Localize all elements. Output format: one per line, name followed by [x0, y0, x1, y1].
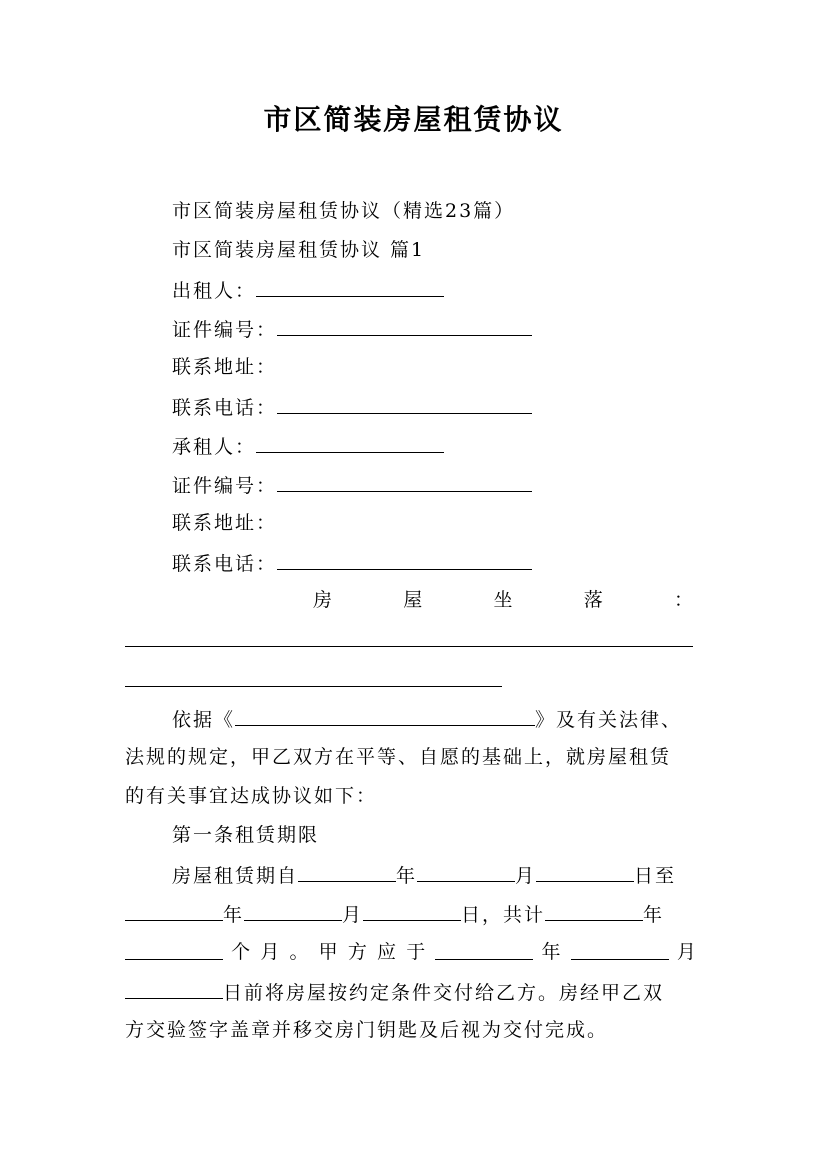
basis-line-1 [172, 706, 682, 732]
lessee-field [172, 433, 444, 459]
term-text: 月 [676, 941, 698, 963]
lessee-id-label: 证件编号： [172, 475, 278, 497]
term-text: 日，共计 [461, 904, 546, 926]
article-1-line-2 [125, 901, 705, 927]
total-months-blank [125, 940, 223, 960]
article-1-heading: 第一条租赁期限 [172, 824, 320, 846]
lessee-blank [256, 433, 444, 453]
location-char: ： [673, 589, 693, 611]
start-month-blank [417, 862, 515, 882]
location-blank-line-1 [125, 646, 693, 647]
lessee-phone-field [172, 550, 532, 576]
lessor-id-label: 证件编号： [172, 319, 278, 341]
document-title: 市区简装房屋租赁协议 [263, 103, 564, 136]
lessor-address-field [172, 355, 277, 379]
term-text: 应 [377, 941, 399, 963]
term-text: 个 [231, 941, 253, 963]
subtitle: 市区简装房屋租赁协议（精选23篇） [172, 200, 516, 222]
term-text: 月 [515, 865, 537, 887]
term-text: 年 [643, 904, 665, 926]
article-1-line-5: 方交验签字盖章并移交房门钥匙及后视为交付完成。 [125, 1019, 609, 1041]
lessor-phone-field [172, 394, 532, 420]
section-heading: 市区简装房屋租赁协议 篇1 [172, 239, 426, 261]
lessee-id-blank [277, 472, 532, 492]
lessor-label: 出租人： [172, 280, 257, 302]
term-text: 年 [396, 865, 418, 887]
location-char: 屋 [403, 589, 423, 611]
law-name-blank [235, 706, 535, 726]
term-text: 房屋租赁期自 [172, 865, 299, 887]
location-char: 坐 [493, 589, 513, 611]
lessee-phone-blank [277, 550, 532, 570]
basis-line-2: 法规的规定，甲乙双方在平等、自愿的基础上，就房屋租赁 [125, 746, 672, 768]
lessor-address-label: 联系地址： [172, 356, 278, 378]
article-1-line-3 [125, 940, 698, 964]
total-years-blank [545, 901, 643, 921]
lessee-label: 承租人： [172, 436, 257, 458]
term-text: 年 [223, 904, 245, 926]
term-text: 年 [541, 941, 563, 963]
delivery-month-blank [571, 940, 669, 960]
delivery-year-blank [435, 940, 533, 960]
end-day-blank [363, 901, 461, 921]
basis-line-3: 的有关事宜达成协议如下： [125, 785, 378, 807]
location-char: 房 [313, 589, 333, 611]
article-1-line-1 [172, 862, 676, 888]
lessee-address-field [172, 511, 277, 535]
house-location-label [125, 588, 693, 612]
article-1-line-4 [125, 979, 705, 1005]
term-text: 日前将房屋按约定条件交付给乙方。房经甲乙双 [223, 982, 665, 1004]
term-text: 方 [347, 941, 369, 963]
lessor-field [172, 277, 444, 303]
lessor-id-blank [277, 316, 532, 336]
term-text: 月 [260, 941, 282, 963]
lessor-blank [256, 277, 444, 297]
basis-start: 依据《 [172, 709, 236, 731]
start-year-blank [298, 862, 396, 882]
term-text: 月 [342, 904, 364, 926]
term-text: 日至 [634, 865, 677, 887]
term-text: 于 [406, 941, 428, 963]
lessee-phone-label: 联系电话： [172, 553, 278, 575]
term-text: 甲 [318, 941, 340, 963]
basis-end: 》及有关法律、 [535, 709, 683, 731]
start-day-blank [536, 862, 634, 882]
end-month-blank [244, 901, 342, 921]
location-char: 落 [583, 589, 603, 611]
term-text: 。 [289, 941, 311, 963]
end-year-blank [125, 901, 223, 921]
delivery-day-blank [125, 979, 223, 999]
lessor-id-field [172, 316, 532, 342]
lessor-phone-blank [277, 394, 532, 414]
lessor-phone-label: 联系电话： [172, 397, 278, 419]
lessee-id-field [172, 472, 532, 498]
lessee-address-label: 联系地址： [172, 512, 278, 534]
location-blank-line-2 [125, 686, 502, 687]
